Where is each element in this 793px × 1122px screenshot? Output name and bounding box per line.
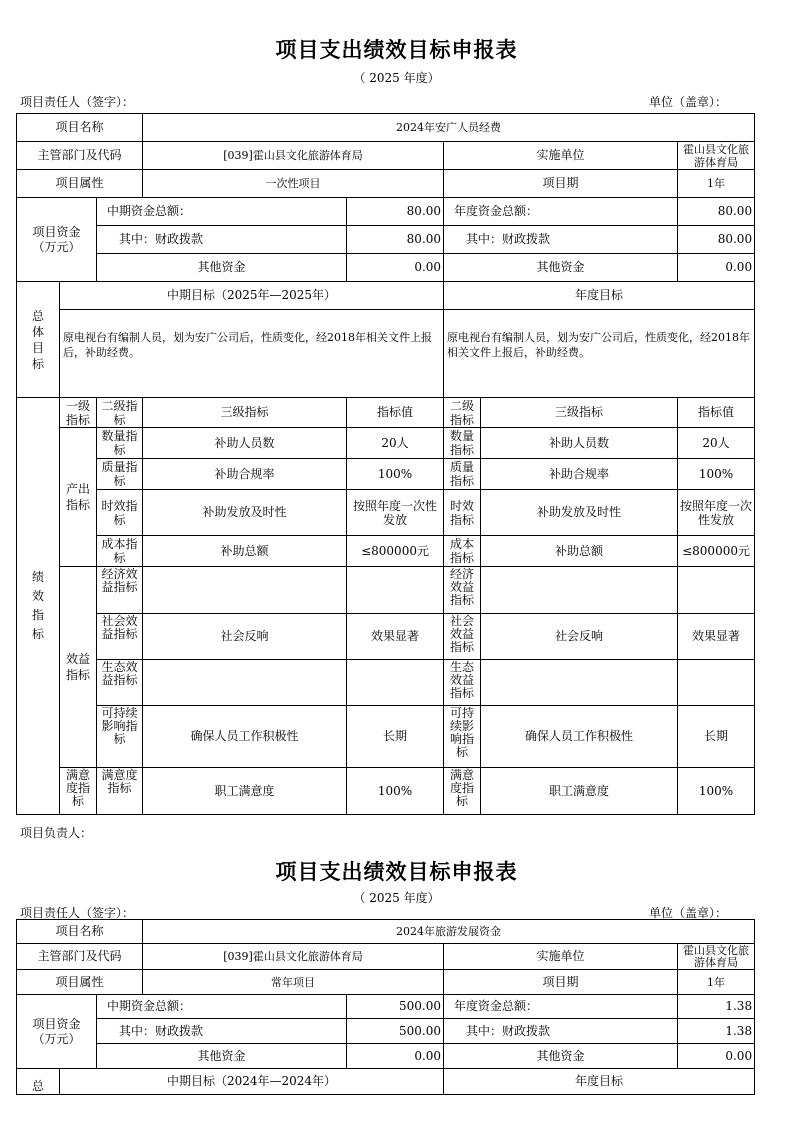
table-row: 数量指标 bbox=[97, 428, 143, 459]
table-row: 20人 bbox=[347, 428, 444, 459]
year-fiscal-value: 1.38 bbox=[678, 1019, 755, 1044]
project-name-value: 2024年旅游发展资金 bbox=[143, 920, 755, 944]
mid-goal-text: 原电视台有编制人员，划为安广公司后，性质变化，经2018年相关文件上报后，补助经费。 bbox=[60, 310, 444, 398]
form1-footer: 项目负责人： bbox=[20, 826, 93, 840]
attr-label: 项目属性 bbox=[17, 970, 143, 995]
attr-value: 常年项目 bbox=[143, 970, 444, 995]
table-row: 满意度指标 bbox=[444, 768, 481, 815]
table-row: 质量指标 bbox=[97, 459, 143, 490]
dept-label: 主管部门及代码 bbox=[17, 944, 143, 970]
form1-table bbox=[16, 113, 755, 815]
mid-total-value: 500.00 bbox=[347, 995, 444, 1019]
project-name-label: 项目名称 bbox=[17, 114, 143, 142]
period-label: 项目期 bbox=[444, 970, 678, 995]
table-row: 经济效益指标 bbox=[97, 567, 143, 614]
table-row bbox=[481, 567, 678, 614]
year-total-value: 80.00 bbox=[678, 198, 755, 226]
mid-fiscal-value: 500.00 bbox=[347, 1019, 444, 1044]
table-row: 100% bbox=[678, 768, 755, 815]
table-row: 补助合规率 bbox=[143, 459, 347, 490]
h-value: 指标值 bbox=[347, 398, 444, 428]
year-total-label: 年度资金总额： bbox=[444, 198, 678, 226]
h-level2: 二级指标 bbox=[97, 398, 143, 428]
table-row: 按照年度一次性发放 bbox=[347, 490, 444, 536]
mid-fiscal-label: 其中：财政拨款 bbox=[97, 1019, 347, 1044]
table-row bbox=[143, 567, 347, 614]
table-row: 社会效益指标 bbox=[97, 614, 143, 660]
benefit-label: 效益指标 bbox=[60, 567, 97, 768]
table-row: 社会反响 bbox=[481, 614, 678, 660]
h-level3-b: 三级指标 bbox=[481, 398, 678, 428]
h-level3: 三级指标 bbox=[143, 398, 347, 428]
mid-total-label: 中期资金总额： bbox=[97, 995, 347, 1019]
impl-value: 霍山县文化旅游体育局 bbox=[678, 142, 755, 170]
table-row: 确保人员工作积极性 bbox=[143, 706, 347, 768]
table-row: 补助发放及时性 bbox=[481, 490, 678, 536]
table-row: ≤800000元 bbox=[678, 536, 755, 567]
table-row: 质量指标 bbox=[444, 459, 481, 490]
table-row: 经济效益指标 bbox=[444, 567, 481, 614]
mid-fiscal-value: 80.00 bbox=[347, 226, 444, 254]
mid-total-label: 中期资金总额： bbox=[97, 198, 347, 226]
table-row: 生态效益指标 bbox=[97, 660, 143, 706]
table-row bbox=[678, 660, 755, 706]
year-fiscal-value: 80.00 bbox=[678, 226, 755, 254]
form2-table bbox=[16, 919, 755, 1095]
h-value-b: 指标值 bbox=[678, 398, 755, 428]
table-row: 100% bbox=[347, 459, 444, 490]
h-level1: 一级指标 bbox=[60, 398, 97, 428]
mid-goal-label: 中期目标（2025年—2025年） bbox=[60, 282, 444, 310]
perf-side-label: 绩 效 指 标 bbox=[17, 398, 60, 815]
table-row: 满意度指标 bbox=[97, 768, 143, 815]
year-other-label: 其他资金 bbox=[444, 1044, 678, 1069]
year-goal-text: 原电视台有编制人员，划为安广公司后，性质变化，经2018年相关文件上报后，补助经费。 bbox=[444, 310, 755, 398]
table-row: 可持续影响指标 bbox=[444, 706, 481, 768]
year-total-value: 1.38 bbox=[678, 995, 755, 1019]
form2-title: 项目支出绩效目标申报表 bbox=[275, 859, 518, 884]
table-row bbox=[347, 567, 444, 614]
goal-side-label: 总 体 目 标 bbox=[17, 282, 60, 398]
year-other-value: 0.00 bbox=[678, 1044, 755, 1069]
table-row: 100% bbox=[678, 459, 755, 490]
table-row: 补助发放及时性 bbox=[143, 490, 347, 536]
table-row: 补助总额 bbox=[481, 536, 678, 567]
table-row: 职工满意度 bbox=[481, 768, 678, 815]
form1-responsible-label: 项目责任人（签字）： bbox=[20, 95, 135, 109]
table-row: 时效指标 bbox=[97, 490, 143, 536]
mid-total-value: 80.00 bbox=[347, 198, 444, 226]
table-row bbox=[347, 660, 444, 706]
table-row: 成本指标 bbox=[97, 536, 143, 567]
table-row: 效果显著 bbox=[347, 614, 444, 660]
table-row: 按照年度一次性发放 bbox=[678, 490, 755, 536]
form2-year-line: （ 2025 年度） bbox=[353, 891, 440, 905]
table-row: 职工满意度 bbox=[143, 768, 347, 815]
table-row: 效果显著 bbox=[678, 614, 755, 660]
dept-label: 主管部门及代码 bbox=[17, 142, 143, 170]
h-level2-b: 二级指标 bbox=[444, 398, 481, 428]
impl-label: 实施单位 bbox=[444, 142, 678, 170]
table-row bbox=[481, 660, 678, 706]
form1-title: 项目支出绩效目标申报表 bbox=[275, 37, 518, 62]
table-row: 可持续影响指标 bbox=[97, 706, 143, 768]
table-row bbox=[678, 567, 755, 614]
attr-value: 一次性项目 bbox=[143, 170, 444, 198]
project-name-label: 项目名称 bbox=[17, 920, 143, 944]
table-row: 社会效益指标 bbox=[444, 614, 481, 660]
impl-label: 实施单位 bbox=[444, 944, 678, 970]
year-total-label: 年度资金总额： bbox=[444, 995, 678, 1019]
mid-fiscal-label: 其中：财政拨款 bbox=[97, 226, 347, 254]
period-value: 1年 bbox=[678, 170, 755, 198]
fund-label: 项目资金 （万元） bbox=[17, 995, 97, 1069]
year-goal-label: 年度目标 bbox=[444, 1069, 755, 1095]
form2-responsible-label: 项目责任人（签字）： bbox=[20, 906, 135, 920]
mid-other-value: 0.00 bbox=[347, 254, 444, 282]
mid-other-label: 其他资金 bbox=[97, 1044, 347, 1069]
table-row: 补助人员数 bbox=[481, 428, 678, 459]
table-row: 确保人员工作积极性 bbox=[481, 706, 678, 768]
table-row: 补助合规率 bbox=[481, 459, 678, 490]
table-row: 补助人员数 bbox=[143, 428, 347, 459]
year-goal-label: 年度目标 bbox=[444, 282, 755, 310]
fund-label: 项目资金 （万元） bbox=[17, 198, 97, 282]
table-row: 数量指标 bbox=[444, 428, 481, 459]
attr-label: 项目属性 bbox=[17, 170, 143, 198]
year-fiscal-label: 其中：财政拨款 bbox=[444, 1019, 678, 1044]
table-row: 100% bbox=[347, 768, 444, 815]
table-row: 社会反响 bbox=[143, 614, 347, 660]
table-row: 长期 bbox=[347, 706, 444, 768]
impl-value: 霍山县文化旅游体育局 bbox=[678, 944, 755, 970]
year-fiscal-label: 其中：财政拨款 bbox=[444, 226, 678, 254]
period-label: 项目期 bbox=[444, 170, 678, 198]
output-label: 产出指标 bbox=[60, 428, 97, 567]
form1-year-line: （ 2025 年度） bbox=[353, 71, 440, 85]
table-row: 补助总额 bbox=[143, 536, 347, 567]
year-other-value: 0.00 bbox=[678, 254, 755, 282]
form1-unit-label: 单位（盖章）： bbox=[649, 95, 728, 109]
mid-goal-label: 中期目标（2024年—2024年） bbox=[60, 1069, 444, 1095]
table-row: 时效指标 bbox=[444, 490, 481, 536]
dept-value: [039]霍山县文化旅游体育局 bbox=[143, 944, 444, 970]
satis-label: 满意度指标 bbox=[60, 768, 97, 815]
table-row: ≤800000元 bbox=[347, 536, 444, 567]
year-other-label: 其他资金 bbox=[444, 254, 678, 282]
period-value: 1年 bbox=[678, 970, 755, 995]
dept-value: [039]霍山县文化旅游体育局 bbox=[143, 142, 444, 170]
mid-other-value: 0.00 bbox=[347, 1044, 444, 1069]
form2-unit-label: 单位（盖章）： bbox=[649, 906, 728, 920]
mid-other-label: 其他资金 bbox=[97, 254, 347, 282]
table-row: 生态效益指标 bbox=[444, 660, 481, 706]
table-row bbox=[143, 660, 347, 706]
goal-side-label: 总 bbox=[17, 1069, 60, 1095]
table-row: 长期 bbox=[678, 706, 755, 768]
table-row: 20人 bbox=[678, 428, 755, 459]
table-row: 成本指标 bbox=[444, 536, 481, 567]
project-name-value: 2024年安广人员经费 bbox=[143, 114, 755, 142]
